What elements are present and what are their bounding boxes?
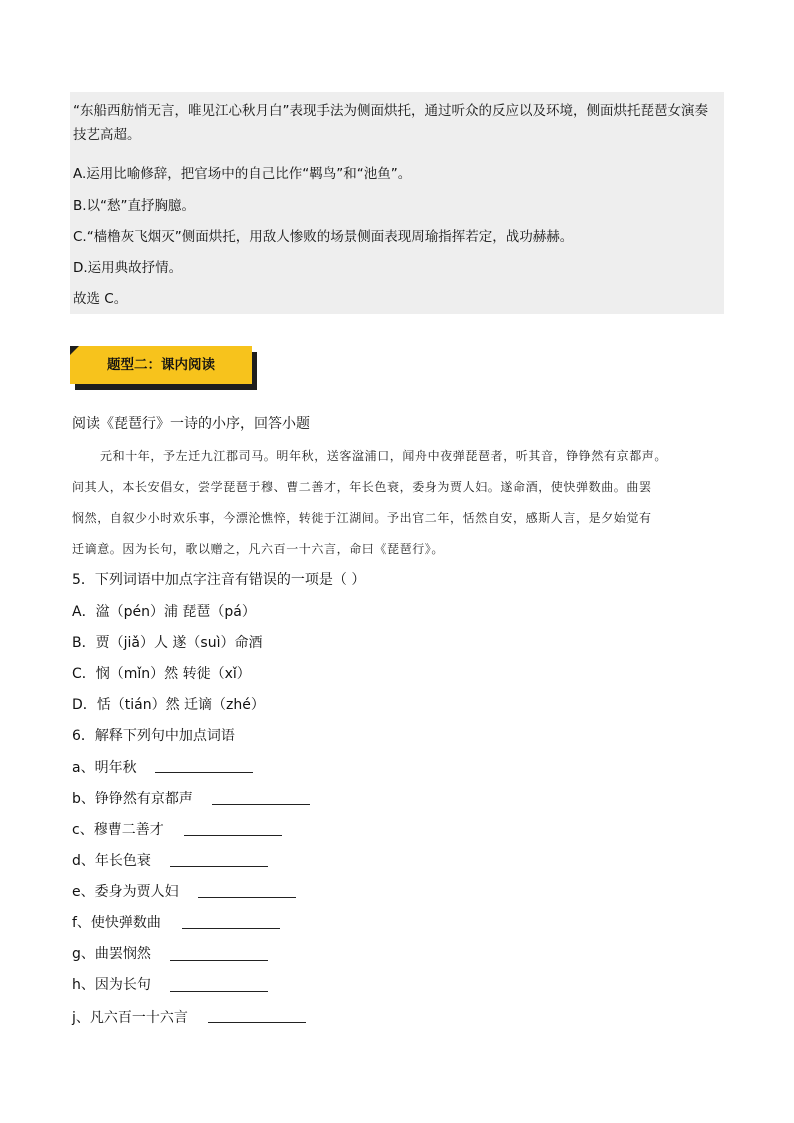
preface-line: 悯然，自叙少小时欢乐事，今漂沦憔悴，转徙于江湖间。予出官二年，恬然自安，感斯人言，是夕始觉有	[72, 511, 652, 525]
answer-blank[interactable]	[170, 991, 268, 992]
reading-intro: 阅读《琵琶行》一诗的小序，回答小题	[72, 416, 310, 432]
answer-blank[interactable]	[155, 772, 253, 773]
preface-line: 元和十年，予左迁九江郡司马。明年秋，送客湓浦口，闻舟中夜弹琵琶者，听其音，铮铮然有京都声。	[100, 449, 668, 463]
explanation-line: 技艺高超。	[73, 127, 141, 143]
answer-blank[interactable]	[170, 866, 268, 867]
question-6-item: e、委身为贾人妇	[72, 884, 179, 900]
preface-line: 问其人，本长安倡女，尝学琵琶于穆、曹二善才，年长色衰，委身为贾人妇。遂命酒，使快弹数曲。曲罢	[72, 480, 652, 494]
answer-blank[interactable]	[198, 897, 296, 898]
question-5-stem: 5．下列词语中加点字注音有错误的一项是（ ）	[72, 572, 366, 588]
section-title: 题型二：课内阅读	[107, 357, 215, 373]
option-d-explanation: D.运用典故抒情。	[73, 260, 183, 276]
answer-line: 故选 C。	[73, 291, 128, 307]
answer-blank[interactable]	[170, 960, 268, 961]
answer-explanation-box	[70, 92, 724, 314]
question-5-option-a: A．湓（pén）浦 琵琶（pá）	[72, 604, 256, 620]
section-banner	[70, 346, 260, 394]
question-6-item: g、曲罢悯然	[72, 946, 151, 962]
question-5-option-b: B．贾（jiǎ）人 遂（suì）命酒	[72, 635, 263, 651]
preface-line: 迁谪意。因为长句，歌以赠之，凡六百一十六言，命曰《琵琶行》。	[72, 542, 445, 556]
question-6-item: b、铮铮然有京都声	[72, 791, 193, 807]
question-6-item: f、使快弹数曲	[72, 915, 161, 931]
explanation-line: “东船西舫悄无言，唯见江心秋月白”表现手法为侧面烘托，通过听众的反应以及环境，侧面烘托琵琶女演奏	[73, 103, 708, 119]
answer-blank[interactable]	[184, 835, 282, 836]
option-b-explanation: B.以“愁”直抒胸臆。	[73, 198, 196, 214]
answer-blank[interactable]	[208, 1022, 306, 1023]
question-5-option-d: D．恬（tián）然 迁谪（zhé）	[72, 697, 265, 713]
question-6-item: j、凡六百一十六言	[72, 1010, 188, 1026]
question-6-item: h、因为长句	[72, 977, 151, 993]
answer-blank[interactable]	[212, 804, 310, 805]
question-6-item: c、穆曹二善才	[72, 822, 164, 838]
answer-blank[interactable]	[182, 928, 280, 929]
question-6-item: d、年长色衰	[72, 853, 151, 869]
question-6-item: a、明年秋	[72, 760, 137, 776]
option-a-explanation: A.运用比喻修辞，把官场中的自己比作“羁鸟”和“池鱼”。	[73, 166, 412, 182]
question-5-option-c: C．悯（mǐn）然 转徙（xǐ）	[72, 666, 251, 682]
option-c-explanation: C.“樯橹灰飞烟灭”侧面烘托，用敌人惨败的场景侧面表现周瑜指挥若定，战功赫赫。	[73, 229, 574, 245]
question-6-stem: 6．解释下列句中加点词语	[72, 728, 235, 744]
